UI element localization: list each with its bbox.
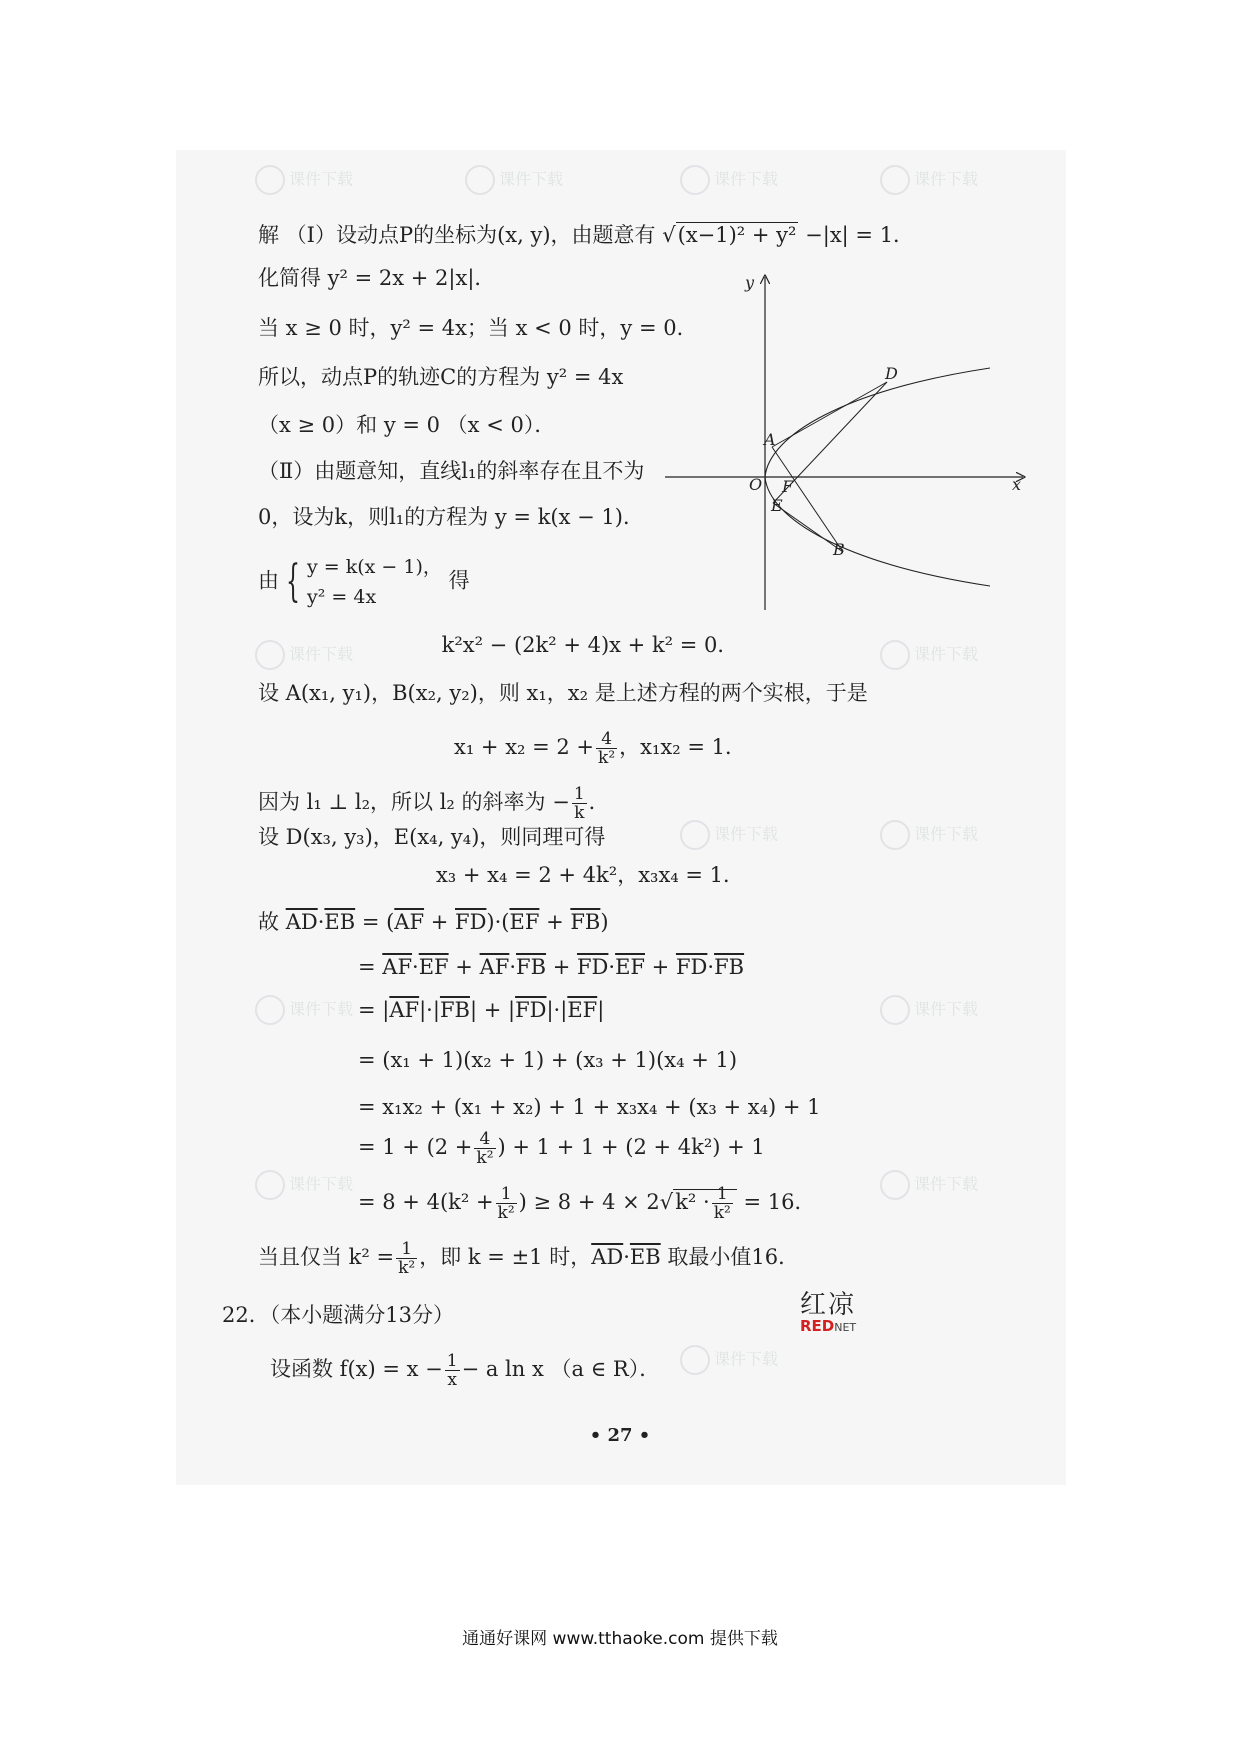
- watermark-logo: 课件下载: [255, 640, 365, 680]
- solution-line-3: 当 x ≥ 0 时，y² = 4x；当 x < 0 时，y = 0．: [258, 316, 698, 340]
- parabola-lower-branch: [765, 477, 990, 586]
- watermark-icon: [680, 165, 710, 195]
- page-number: • 27 •: [589, 1425, 651, 1446]
- solution-line-4: 所以，动点P的轨迹C的方程为 y² = 4x: [258, 365, 624, 389]
- watermark-icon: [255, 165, 285, 195]
- label-E: E: [771, 496, 783, 515]
- solution-line-6: （Ⅱ）由题意知，直线l₁的斜率存在且不为: [258, 459, 645, 483]
- watermark-icon: [255, 995, 285, 1025]
- watermark-icon: [465, 165, 495, 195]
- watermark-icon: [255, 1170, 285, 1200]
- segment-AD: [772, 382, 887, 447]
- vector-line-1: 故 $\overline{AD}\cdot\overline{EB} = (\overline{AF} + \overline{FD})\cdot(\overline{EF} + \overline{FB})$: [258, 910, 609, 934]
- solution-line-12: 因为 l₁ ⊥ l₂，所以 l₂ 的斜率为 − $\frac{1}{k}$ ．: [258, 784, 610, 823]
- watermark-icon: [880, 820, 910, 850]
- watermark-icon: [680, 1345, 710, 1375]
- label-F: F: [782, 477, 794, 496]
- watermark-logo: 课件下载: [255, 1170, 365, 1210]
- solution-line-10: 设 A(x₁, y₁)，B(x₂, y₂)，则 x₁，x₂ 是上述方程的两个实根，于是: [258, 681, 868, 705]
- watermark-logo: 课件下载: [680, 1345, 790, 1385]
- vector-line-2: = $\overline{AF}\cdot\overline{EF} + \overline{AF}\cdot\overline{FB} + \overline{FD}\cdot\overline{EF} + \overline{FD}\cdot\overline{FB}$: [358, 955, 745, 979]
- solution-line-2: 化简得 y² = 2x + 2|x|．: [258, 266, 496, 290]
- red-net-stamp: 红凉 REDNET: [800, 1290, 857, 1335]
- inequality-line: = 8 + 4(k² + $\frac{1}{\text{k²}}$ ) ≥ 8 + 4 × 2√k² · $\frac{1}{\text{k²}}$ = 16．: [358, 1184, 816, 1223]
- watermark-icon: [880, 1170, 910, 1200]
- x-axis-label: x: [1012, 475, 1022, 494]
- watermark-logo: 课件下载: [680, 165, 790, 205]
- watermark-logo: 课件下载: [880, 1170, 990, 1210]
- footer-credit: 通通好课网 www.tthaoke.com 提供下载: [462, 1629, 778, 1649]
- problem-22-statement: 设函数 f(x) = x − $\frac{1}{x}$ − a ln x （a ∈ R）．: [270, 1351, 661, 1390]
- problem-22-heading: 22．（本小题满分13分）: [222, 1303, 454, 1327]
- parabola-upper-branch: [765, 368, 990, 477]
- watermark-icon: [880, 165, 910, 195]
- watermark-logo: 课件下载: [880, 165, 990, 205]
- label-B: B: [833, 540, 845, 559]
- solution-line-7: 0，设为k，则l₁的方程为 y = k(x − 1)．: [258, 505, 644, 529]
- watermark-logo: 课件下载: [255, 995, 365, 1035]
- parabola-figure: [665, 265, 1035, 615]
- watermark-icon: [880, 995, 910, 1025]
- watermark-icon: [880, 640, 910, 670]
- equation-system: 由 { y = k(x − 1)， y² = 4x 得: [258, 556, 470, 608]
- vieta-equation-1: x₁ + x₂ = 2 + $\frac{4}{\text{k²}}$ ，x₁x₂ = 1．: [453, 729, 747, 768]
- expansion-line-1: = (x₁ + 1)(x₂ + 1) + (x₃ + 1)(x₄ + 1): [358, 1048, 738, 1072]
- watermark-logo: 课件下载: [465, 165, 575, 205]
- y-axis-label: y: [745, 273, 755, 292]
- label-D: D: [885, 364, 898, 383]
- watermark-icon: [255, 640, 285, 670]
- solution-line-1: 解 （Ⅰ）设动点P的坐标为(x, y)，由题意有 √(x−1)² + y² −|x| = 1．: [258, 223, 915, 247]
- watermark-logo: 课件下载: [255, 165, 365, 205]
- watermark-logo: 课件下载: [880, 820, 990, 860]
- label-O: O: [749, 475, 763, 494]
- conclusion-line: 当且仅当 k² = $\frac{1}{\text{k²}}$ ，即 k = ±1 时，$\overline{AD}\cdot\overline{EB}$ 取最小值16．: [258, 1239, 800, 1278]
- solution-line-5: （x ≥ 0）和 y = 0 （x < 0）．: [258, 413, 556, 437]
- vieta-equation-2: x₃ + x₄ = 2 + 4k²，x₃x₄ = 1．: [435, 863, 745, 887]
- expansion-line-3: = 1 + (2 + $\frac{4}{\text{k²}}$ ) + 1 + 1 + (2 + 4k²) + 1: [358, 1129, 765, 1168]
- watermark-logo: 课件下载: [680, 820, 790, 860]
- watermark-logo: 课件下载: [880, 640, 990, 680]
- watermark-logo: 课件下载: [880, 995, 990, 1035]
- quadratic-equation: k²x² − (2k² + 4)x + k² = 0．: [441, 633, 739, 657]
- solution-line-13: 设 D(x₃, y₃)，E(x₄, y₄)，则同理可得: [258, 825, 606, 849]
- watermark-icon: [680, 820, 710, 850]
- expansion-line-2: = x₁x₂ + (x₁ + x₂) + 1 + x₃x₄ + (x₃ + x₄) + 1: [358, 1095, 821, 1119]
- vector-line-3: = $|\overline{AF}|\cdot|\overline{FB}| + |\overline{FD}|\cdot|\overline{EF}|$: [358, 998, 605, 1022]
- label-A: A: [764, 430, 776, 449]
